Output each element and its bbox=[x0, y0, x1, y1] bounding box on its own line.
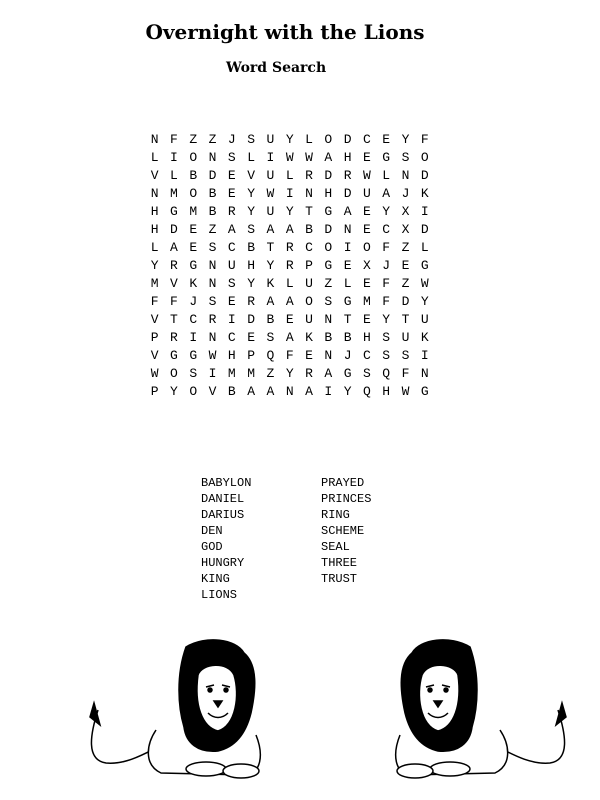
grid-letter: O bbox=[324, 132, 333, 147]
word-list-item: GOD bbox=[201, 540, 223, 554]
grid-letter: C bbox=[227, 240, 236, 255]
grid-letter: S bbox=[382, 348, 391, 363]
grid-letter: S bbox=[324, 294, 333, 309]
grid-letter: F bbox=[170, 294, 178, 309]
grid-letter: L bbox=[420, 240, 429, 255]
grid-letter: Y bbox=[170, 384, 178, 399]
grid-letter: I bbox=[227, 312, 236, 327]
word-list-item: SEAL bbox=[321, 540, 350, 554]
grid-letter: Q bbox=[382, 366, 391, 381]
grid-letter: R bbox=[285, 240, 294, 255]
grid-letter: I bbox=[189, 330, 198, 345]
grid-letter: B bbox=[266, 312, 275, 327]
grid-letter: R bbox=[285, 258, 294, 273]
grid-letter: M bbox=[170, 186, 178, 201]
grid-letter: I bbox=[420, 348, 429, 363]
grid-letter: N bbox=[343, 222, 352, 237]
grid-letter: E bbox=[343, 258, 352, 273]
grid-letter: F bbox=[382, 294, 391, 309]
grid-letter: O bbox=[324, 240, 333, 255]
grid-letter: B bbox=[208, 204, 217, 219]
grid-letter: V bbox=[170, 276, 178, 291]
grid-letter: Y bbox=[285, 204, 294, 219]
grid-letter: A bbox=[266, 294, 275, 309]
grid-letter: H bbox=[227, 348, 236, 363]
grid-letter: G bbox=[170, 348, 178, 363]
grid-letter: D bbox=[420, 222, 429, 237]
grid-letter: O bbox=[363, 240, 371, 255]
grid-letter: U bbox=[266, 132, 275, 147]
grid-letter: A bbox=[324, 150, 333, 165]
grid-letter: U bbox=[420, 312, 429, 327]
grid-letter: E bbox=[189, 240, 198, 255]
grid-letter: U bbox=[401, 330, 410, 345]
word-list-item: KING bbox=[201, 572, 230, 586]
grid-letter: W bbox=[266, 186, 275, 201]
grid-letter: B bbox=[247, 240, 256, 255]
grid-letter: J bbox=[382, 258, 391, 273]
grid-letter: H bbox=[382, 384, 391, 399]
grid-letter: T bbox=[305, 204, 313, 219]
word-list-item: BABYLON bbox=[201, 476, 252, 490]
grid-letter: Y bbox=[285, 366, 294, 381]
grid-letter: D bbox=[170, 222, 178, 237]
grid-letter: J bbox=[189, 294, 198, 309]
grid-letter: E bbox=[305, 348, 313, 363]
grid-letter: H bbox=[324, 186, 333, 201]
grid-letter: Y bbox=[247, 204, 256, 219]
grid-letter: I bbox=[170, 150, 178, 165]
grid-letter: Z bbox=[208, 222, 217, 237]
grid-letter: O bbox=[189, 150, 198, 165]
grid-letter: B bbox=[227, 384, 236, 399]
grid-letter: Y bbox=[420, 294, 429, 309]
grid-letter: L bbox=[170, 168, 178, 183]
grid-letter: M bbox=[363, 294, 371, 309]
grid-letter: I bbox=[343, 240, 352, 255]
grid-letter: S bbox=[247, 222, 256, 237]
grid-letter: E bbox=[227, 168, 236, 183]
grid-letter: H bbox=[247, 258, 256, 273]
grid-letter: S bbox=[227, 150, 236, 165]
grid-letter: L bbox=[343, 276, 352, 291]
grid-letter: P bbox=[150, 384, 159, 399]
grid-letter: R bbox=[305, 366, 313, 381]
grid-letter: Y bbox=[247, 186, 256, 201]
grid-letter: B bbox=[189, 168, 198, 183]
grid-letter: Y bbox=[401, 132, 410, 147]
word-list-item: DARIUS bbox=[201, 508, 245, 522]
grid-letter: U bbox=[266, 204, 275, 219]
grid-letter: A bbox=[285, 222, 294, 237]
grid-letter: D bbox=[343, 186, 352, 201]
lion-icon bbox=[396, 640, 566, 778]
grid-letter: G bbox=[382, 150, 391, 165]
grid-letter: L bbox=[150, 150, 159, 165]
grid-letter: Z bbox=[401, 276, 410, 291]
grid-letter: A bbox=[285, 330, 294, 345]
grid-letter: S bbox=[382, 330, 391, 345]
grid-letter: W bbox=[401, 384, 410, 399]
grid-letter: N bbox=[208, 276, 217, 291]
grid-letter: C bbox=[363, 132, 371, 147]
grid-letter: K bbox=[420, 330, 429, 345]
word-search-grid bbox=[145, 131, 434, 401]
grid-letter: Y bbox=[285, 132, 294, 147]
grid-letter: E bbox=[285, 312, 294, 327]
lion-illustration-right bbox=[370, 635, 570, 785]
page-subtitle: Word Search bbox=[226, 60, 327, 76]
grid-letter: P bbox=[305, 258, 313, 273]
grid-letter: Q bbox=[363, 384, 371, 399]
grid-letter: Z bbox=[324, 276, 333, 291]
grid-letter: P bbox=[247, 348, 256, 363]
grid-letter: G bbox=[189, 258, 198, 273]
word-list-item: RING bbox=[321, 508, 350, 522]
grid-letter: R bbox=[247, 294, 256, 309]
grid-letter: F bbox=[170, 132, 178, 147]
grid-letter: L bbox=[285, 276, 294, 291]
grid-letter: J bbox=[401, 186, 410, 201]
grid-letter: H bbox=[150, 204, 159, 219]
grid-letter: I bbox=[266, 150, 275, 165]
grid-letter: S bbox=[401, 348, 410, 363]
grid-letter: E bbox=[363, 204, 371, 219]
grid-letter: D bbox=[401, 294, 410, 309]
grid-letter: X bbox=[363, 258, 371, 273]
word-list-item: HUNGRY bbox=[201, 556, 245, 570]
grid-letter: X bbox=[401, 222, 410, 237]
grid-letter: N bbox=[208, 330, 217, 345]
page-title: Overnight with the Lions bbox=[145, 20, 425, 44]
grid-letter: R bbox=[170, 330, 178, 345]
grid-letter: E bbox=[363, 312, 371, 327]
grid-letter: G bbox=[420, 384, 429, 399]
word-list-item: LIONS bbox=[201, 588, 238, 602]
grid-letter: V bbox=[150, 168, 159, 183]
grid-letter: R bbox=[170, 258, 178, 273]
grid-letter: D bbox=[343, 132, 352, 147]
grid-letter: I bbox=[285, 186, 294, 201]
grid-letter: G bbox=[420, 258, 429, 273]
grid-letter: Y bbox=[247, 276, 256, 291]
word-list-item: DEN bbox=[201, 524, 223, 538]
word-list-item: TRUST bbox=[321, 572, 358, 586]
grid-letter: W bbox=[305, 150, 313, 165]
grid-letter: B bbox=[343, 330, 352, 345]
grid-letter: X bbox=[401, 204, 410, 219]
grid-letter: E bbox=[247, 330, 256, 345]
grid-letter: O bbox=[420, 150, 429, 165]
grid-letter: E bbox=[401, 258, 410, 273]
grid-letter: J bbox=[227, 132, 236, 147]
grid-letter: R bbox=[305, 168, 313, 183]
grid-letter: Z bbox=[208, 132, 217, 147]
grid-letter: G bbox=[189, 348, 198, 363]
grid-letter: A bbox=[170, 240, 178, 255]
grid-letter: C bbox=[363, 348, 371, 363]
grid-letter: T bbox=[343, 312, 352, 327]
grid-letter: N bbox=[208, 150, 217, 165]
grid-letter: H bbox=[343, 150, 352, 165]
word-list-item: DANIEL bbox=[201, 492, 245, 506]
grid-letter: N bbox=[324, 312, 333, 327]
grid-letter: J bbox=[343, 348, 352, 363]
word-list-item: PRAYED bbox=[321, 476, 365, 490]
word-list-item: SCHEME bbox=[321, 524, 365, 538]
grid-letter: Z bbox=[189, 132, 198, 147]
grid-letter: U bbox=[305, 276, 313, 291]
grid-letter: A bbox=[324, 366, 333, 381]
grid-letter: S bbox=[189, 366, 198, 381]
grid-letter: W bbox=[150, 366, 159, 381]
grid-letter: N bbox=[401, 168, 410, 183]
word-list-column-2 bbox=[321, 475, 371, 587]
grid-letter: O bbox=[170, 366, 178, 381]
grid-letter: L bbox=[285, 168, 294, 183]
grid-letter: C bbox=[227, 330, 236, 345]
grid-letter: A bbox=[266, 222, 275, 237]
grid-letter: W bbox=[363, 168, 371, 183]
grid-letter: A bbox=[247, 384, 256, 399]
grid-letter: F bbox=[382, 276, 391, 291]
grid-letter: I bbox=[324, 384, 333, 399]
grid-letter: U bbox=[266, 168, 275, 183]
grid-letter: S bbox=[247, 132, 256, 147]
grid-letter: S bbox=[363, 366, 371, 381]
grid-letter: A bbox=[305, 384, 313, 399]
grid-letter: O bbox=[189, 384, 198, 399]
grid-letter: F bbox=[382, 240, 391, 255]
grid-letter: D bbox=[247, 312, 256, 327]
grid-letter: K bbox=[420, 186, 429, 201]
grid-letter: N bbox=[420, 366, 429, 381]
grid-letter: Z bbox=[266, 366, 275, 381]
grid-letter: D bbox=[324, 222, 333, 237]
grid-letter: Z bbox=[401, 240, 410, 255]
grid-letter: G bbox=[324, 258, 333, 273]
grid-letter: E bbox=[363, 222, 371, 237]
grid-letter: C bbox=[189, 312, 198, 327]
grid-letter: R bbox=[227, 204, 236, 219]
grid-letter: R bbox=[208, 312, 217, 327]
grid-letter: M bbox=[247, 366, 256, 381]
grid-letter: B bbox=[324, 330, 333, 345]
grid-letter: M bbox=[189, 204, 198, 219]
word-list-item: PRINCES bbox=[321, 492, 372, 506]
grid-letter: L bbox=[305, 132, 313, 147]
grid-letter: U bbox=[363, 186, 371, 201]
grid-letter: Y bbox=[150, 258, 159, 273]
grid-letter: A bbox=[285, 294, 294, 309]
grid-letter: K bbox=[189, 276, 198, 291]
grid-letter: H bbox=[150, 222, 159, 237]
grid-letter: B bbox=[305, 222, 313, 237]
grid-letter: D bbox=[420, 168, 429, 183]
grid-letter: I bbox=[208, 366, 217, 381]
grid-letter: S bbox=[401, 150, 410, 165]
grid-letter: L bbox=[247, 150, 256, 165]
grid-letter: D bbox=[324, 168, 333, 183]
grid-letter: E bbox=[382, 132, 391, 147]
grid-letter: V bbox=[150, 348, 159, 363]
grid-letter: V bbox=[150, 312, 159, 327]
grid-letter: D bbox=[208, 168, 217, 183]
grid-letter: G bbox=[170, 204, 178, 219]
grid-letter: S bbox=[227, 276, 236, 291]
grid-letter: L bbox=[382, 168, 391, 183]
grid-letter: T bbox=[170, 312, 178, 327]
grid-letter: G bbox=[324, 204, 333, 219]
grid-letter: Y bbox=[266, 258, 275, 273]
grid-letter: F bbox=[285, 348, 294, 363]
grid-letter: W bbox=[285, 150, 294, 165]
grid-letter: V bbox=[208, 384, 217, 399]
grid-letter: B bbox=[208, 186, 217, 201]
lion-icon bbox=[90, 640, 260, 778]
grid-letter: S bbox=[208, 294, 217, 309]
grid-letter: M bbox=[150, 276, 159, 291]
grid-letter: Q bbox=[266, 348, 275, 363]
grid-letter: C bbox=[382, 222, 391, 237]
grid-letter: N bbox=[150, 186, 159, 201]
grid-letter: G bbox=[343, 366, 352, 381]
grid-letter: A bbox=[382, 186, 391, 201]
grid-letter: F bbox=[401, 366, 410, 381]
grid-letter: A bbox=[266, 384, 275, 399]
grid-letter: F bbox=[150, 294, 159, 309]
grid-letter: Y bbox=[382, 204, 391, 219]
grid-letter: N bbox=[285, 384, 294, 399]
grid-letter: S bbox=[208, 240, 217, 255]
grid-letter: E bbox=[189, 222, 198, 237]
grid-letter: E bbox=[227, 186, 236, 201]
grid-letter: E bbox=[363, 276, 371, 291]
grid-letter: N bbox=[305, 186, 313, 201]
grid-letter: U bbox=[227, 258, 236, 273]
grid-letter: N bbox=[208, 258, 217, 273]
grid-letter: A bbox=[343, 204, 352, 219]
grid-letter: S bbox=[266, 330, 275, 345]
grid-letter: T bbox=[266, 240, 275, 255]
grid-letter: Y bbox=[382, 312, 391, 327]
grid-letter: K bbox=[266, 276, 275, 291]
grid-letter: V bbox=[247, 168, 256, 183]
word-list-item: THREE bbox=[321, 556, 358, 570]
grid-letter: R bbox=[343, 168, 352, 183]
grid-letter: A bbox=[227, 222, 236, 237]
grid-letter: L bbox=[150, 240, 159, 255]
lion-illustration-left bbox=[86, 635, 286, 785]
grid-letter: Y bbox=[343, 384, 352, 399]
grid-letter: G bbox=[343, 294, 352, 309]
grid-letter: N bbox=[150, 132, 159, 147]
grid-letter: O bbox=[189, 186, 198, 201]
grid-letter: K bbox=[305, 330, 313, 345]
grid-letter: O bbox=[305, 294, 313, 309]
grid-letter: I bbox=[420, 204, 429, 219]
grid-letter: F bbox=[420, 132, 429, 147]
word-list-column-1 bbox=[201, 475, 251, 603]
grid-letter: N bbox=[324, 348, 333, 363]
grid-letter: E bbox=[363, 150, 371, 165]
grid-letter: P bbox=[150, 330, 159, 345]
grid-letter: C bbox=[305, 240, 313, 255]
grid-letter: E bbox=[227, 294, 236, 309]
grid-letter: H bbox=[363, 330, 371, 345]
grid-letter: M bbox=[227, 366, 236, 381]
grid-letter: U bbox=[305, 312, 313, 327]
grid-letter: W bbox=[208, 348, 217, 363]
grid-letter: T bbox=[401, 312, 410, 327]
grid-letter: W bbox=[420, 276, 429, 291]
